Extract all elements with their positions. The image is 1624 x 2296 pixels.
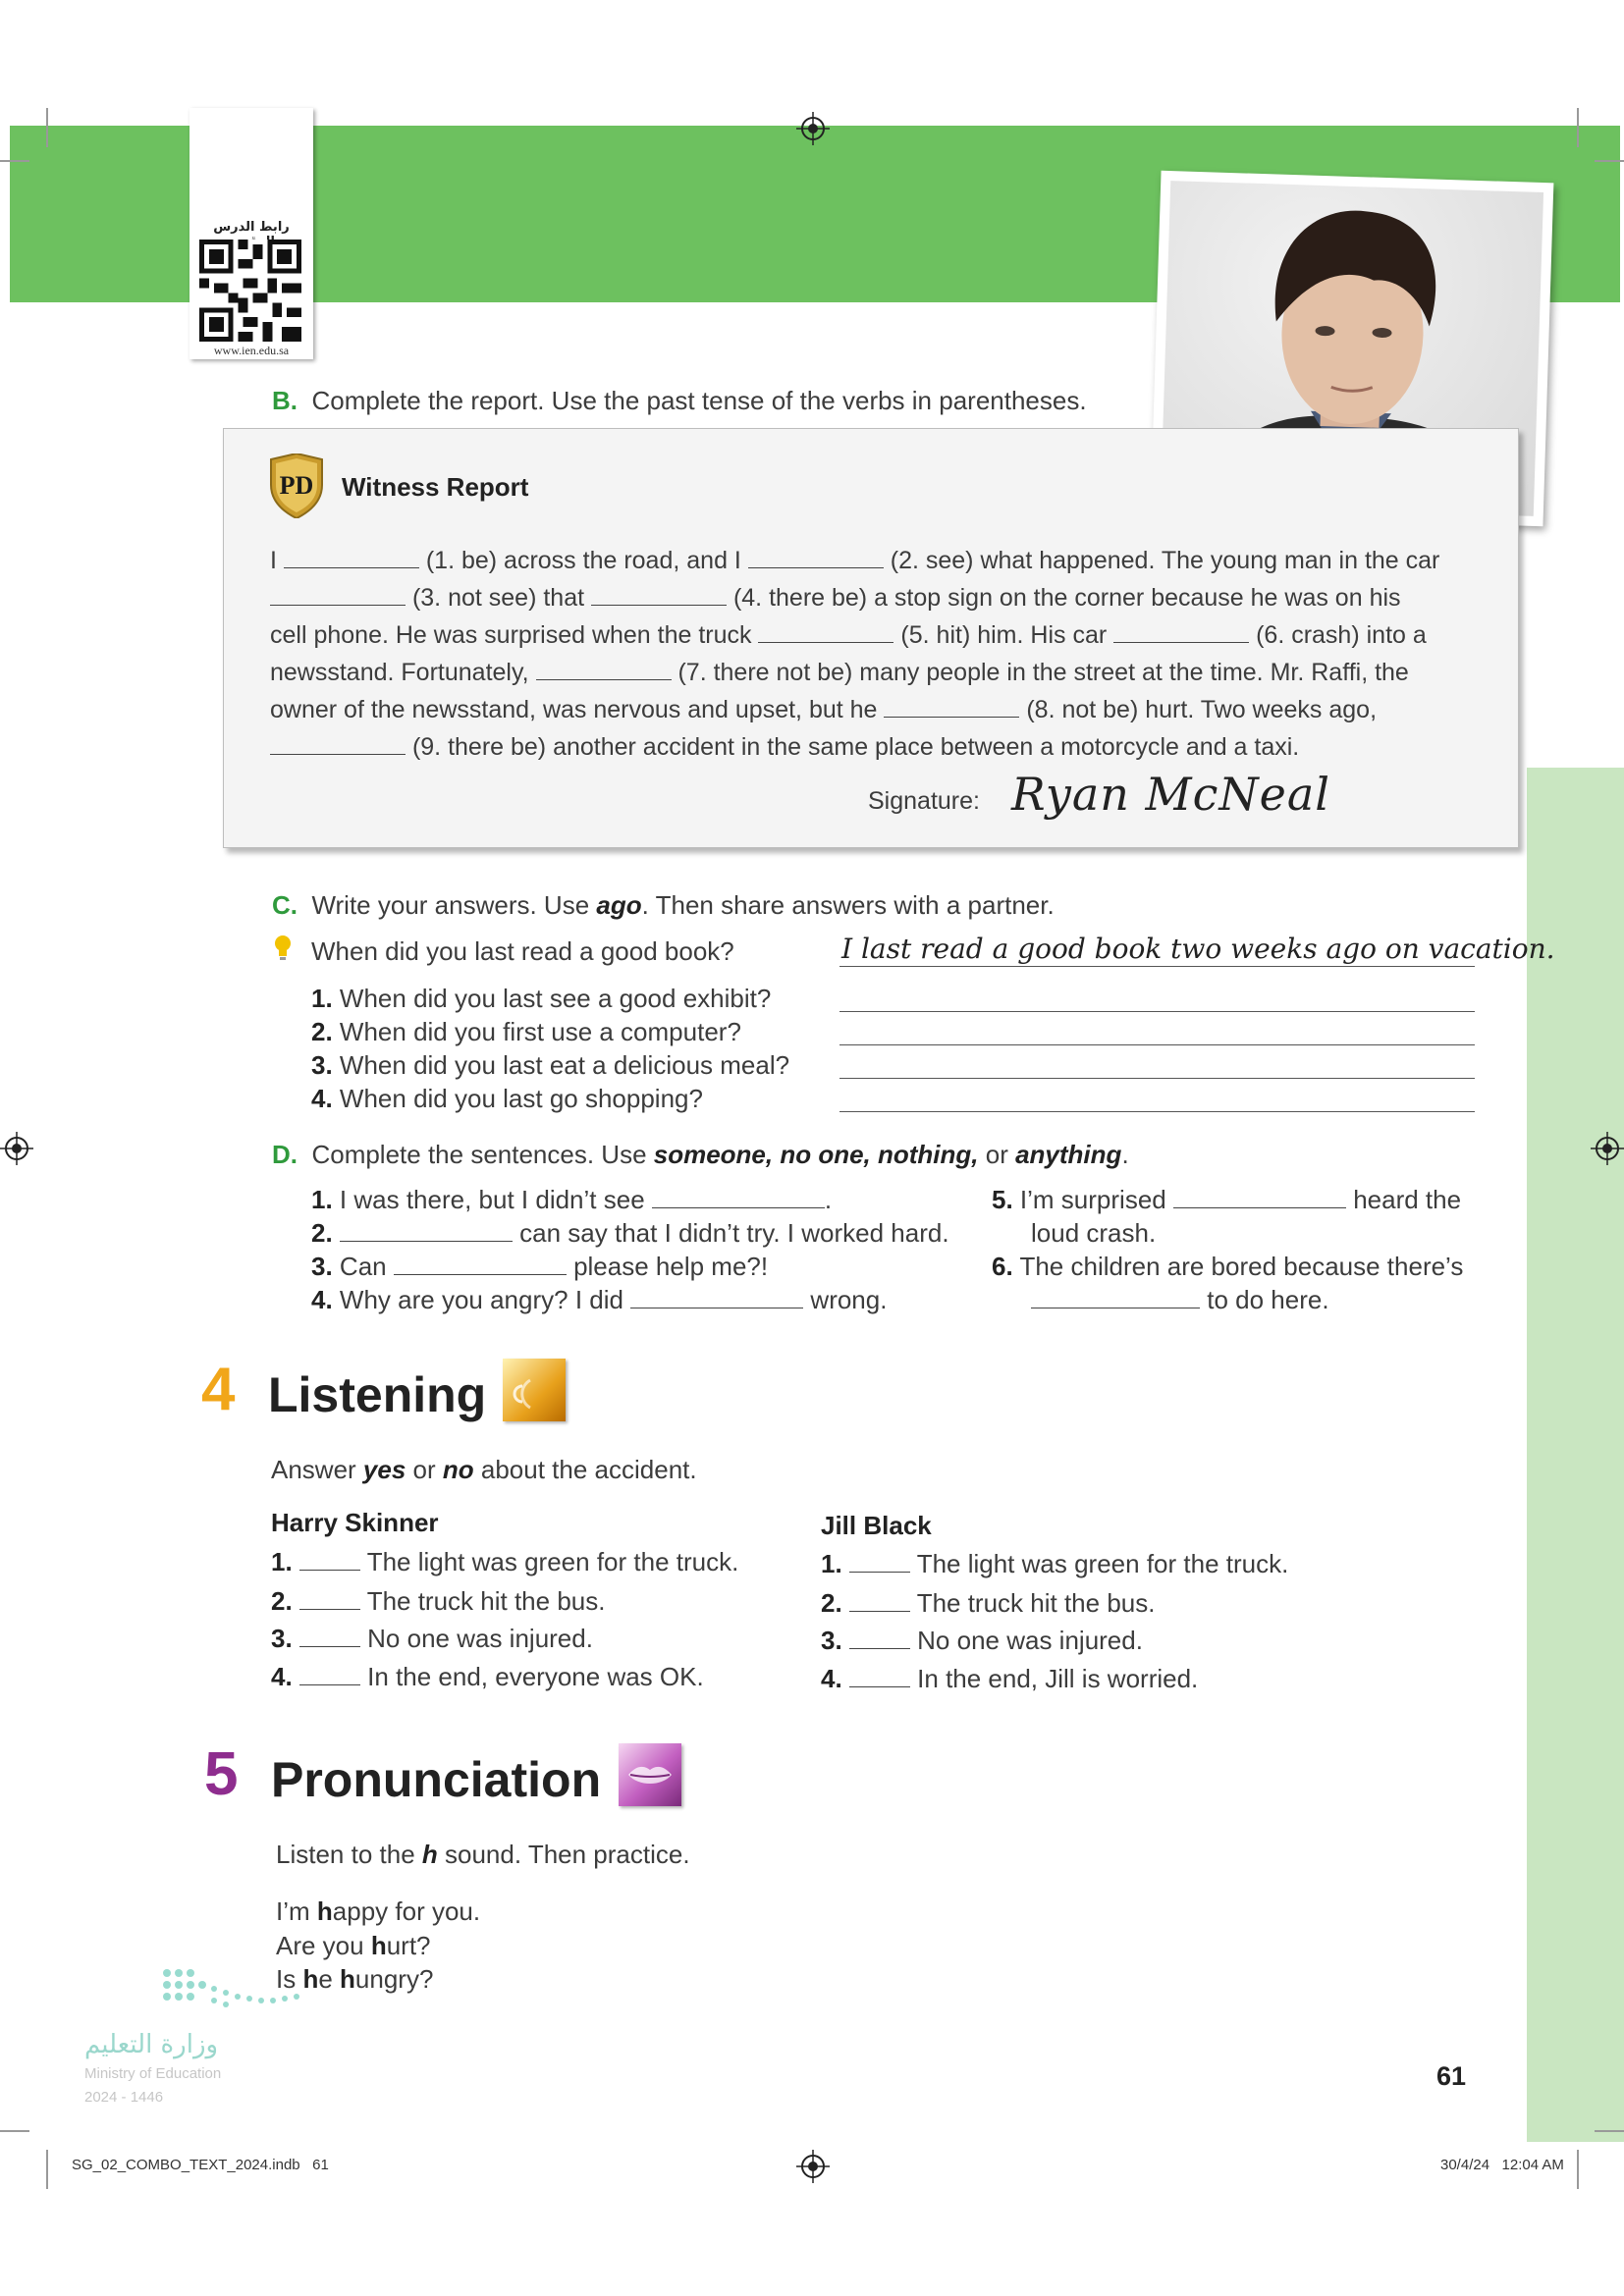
report-line — [270, 547, 1439, 575]
answer-line[interactable] — [839, 1011, 1475, 1012]
report-text: (5. hit) him. His car — [893, 621, 1114, 649]
answer-line[interactable] — [839, 1111, 1475, 1112]
listening-row — [821, 1664, 1198, 1694]
sentence-text: wrong. — [803, 1285, 888, 1314]
sentence-row — [992, 1185, 1461, 1215]
sentence-text: loud crash. — [1031, 1218, 1157, 1248]
section-c-keyword: ago — [596, 890, 642, 920]
report-text: (2. see) what happened. The young man in the car — [883, 547, 1440, 574]
audio-waves-icon — [503, 1359, 566, 1421]
report-blank[interactable] — [536, 660, 672, 680]
listening-row — [271, 1624, 593, 1654]
section-b-instruction — [272, 386, 1087, 416]
ministry-logo-dots-icon — [157, 1963, 324, 2012]
ministry-year: 2024 - 1446 — [84, 2089, 164, 2106]
listening-row — [271, 1586, 605, 1617]
sentence-number: 3. — [311, 1252, 333, 1281]
report-text: (4. there be) a stop sign on the corner because he was on his — [727, 584, 1401, 612]
listening-statement: The light was green for the truck. — [366, 1547, 739, 1576]
report-line — [270, 621, 1427, 650]
report-text: (8. not be) hurt. Two weeks ago, — [1019, 696, 1378, 723]
report-text: owner of the newsstand, was nervous and upset, but he — [270, 696, 885, 723]
sentence-number: 2. — [311, 1218, 333, 1248]
pronunciation-text: Are you — [276, 1931, 371, 1960]
section-4-title: Listening — [268, 1367, 487, 1422]
pronunciation-text: ungry? — [354, 1964, 434, 1994]
yes-no-blank[interactable] — [299, 1665, 360, 1685]
badge-text: PD — [279, 471, 314, 500]
question-text: When did you last see a good exhibit? — [339, 984, 772, 1013]
registration-mark-icon — [1591, 1132, 1624, 1165]
crop-mark — [1577, 108, 1579, 147]
sentence-text: I was there, but I didn’t see — [339, 1185, 652, 1214]
question-text: When did you last go shopping? — [339, 1084, 703, 1113]
sentence-row — [311, 1218, 949, 1249]
harry-skinner-heading: Harry Skinner — [271, 1508, 439, 1537]
section-5-number: 5 — [204, 1740, 239, 1808]
jill-black-heading: Jill Black — [821, 1511, 932, 1540]
section-c-instruction — [272, 890, 1055, 921]
h-keyword: h — [421, 1840, 438, 1869]
crop-mark — [1595, 2130, 1624, 2132]
report-text: cell phone. He was surprised when the truck — [270, 621, 759, 649]
section-5-instruction — [276, 1840, 690, 1870]
listening-row — [271, 1547, 738, 1577]
mouth-icon — [619, 1743, 681, 1806]
h-sound: h — [340, 1964, 355, 1994]
listening-statement: The light was green for the truck. — [916, 1549, 1289, 1578]
sentence-text: . — [824, 1185, 833, 1214]
no-keyword: no — [442, 1455, 474, 1484]
yes-no-blank[interactable] — [299, 1550, 360, 1571]
pronunciation-text: urt? — [386, 1931, 431, 1960]
question-text: When did you first use a computer? — [339, 1017, 741, 1046]
qr-label: رابط الدرس — [213, 220, 290, 235]
question-text: When did you last eat a delicious meal? — [339, 1050, 790, 1080]
page-number: 61 — [1436, 2061, 1467, 2091]
yes-no-blank[interactable] — [299, 1627, 360, 1647]
section-d-instruction — [272, 1140, 1129, 1170]
report-line — [270, 584, 1401, 613]
section-d-letter: D. — [272, 1140, 298, 1169]
report-title: Witness Report — [342, 472, 529, 502]
footer-file: SG_02_COMBO_TEXT_2024.indb 61 — [72, 2157, 329, 2173]
sentence-row-continued — [1031, 1218, 1156, 1249]
pronunciation-line — [276, 1896, 480, 1927]
sentence-blank[interactable] — [630, 1288, 803, 1308]
report-text: I — [270, 547, 284, 574]
listening-number: 4. — [271, 1662, 293, 1691]
question-number: 2. — [311, 1017, 333, 1046]
report-text: (3. not see) that — [406, 584, 591, 612]
listening-statement: In the end, everyone was OK. — [367, 1662, 704, 1691]
side-band — [1527, 768, 1624, 2142]
ministry-arabic: وزارة التعليم — [84, 2030, 219, 2059]
sentence-number: 6. — [992, 1252, 1013, 1281]
h-sound: h — [370, 1931, 387, 1960]
section-c-text: Write your answers. Use — [311, 890, 597, 920]
question-row — [311, 1050, 789, 1081]
section-c-text-end: . Then share answers with a partner. — [641, 890, 1055, 920]
sentence-number: 4. — [311, 1285, 333, 1314]
report-blank[interactable] — [884, 697, 1019, 718]
sentence-number: 5. — [992, 1185, 1013, 1214]
pronunciation-text: I’m — [276, 1896, 317, 1926]
pronunciation-line — [276, 1931, 431, 1961]
listening-number: 1. — [821, 1549, 842, 1578]
answer-line[interactable] — [839, 1044, 1475, 1045]
pronunciation-text: Is — [276, 1964, 303, 1994]
crop-mark — [1595, 160, 1624, 162]
signature-label: Signature: — [868, 787, 980, 815]
section-d-text: Complete the sentences. Use — [311, 1140, 654, 1169]
section-4-text-end: about the accident. — [473, 1455, 697, 1484]
report-text: newsstand. Fortunately, — [270, 659, 536, 686]
report-text: (6. crash) into a — [1249, 621, 1427, 649]
yes-no-blank[interactable] — [849, 1552, 910, 1573]
section-d-keywords: someone, no one, nothing, — [653, 1140, 979, 1169]
signature: Ryan McNeal — [1011, 768, 1330, 821]
question-row — [311, 984, 771, 1014]
section-5-text: Listen to the — [276, 1840, 422, 1869]
question-number: 3. — [311, 1050, 333, 1080]
qr-card[interactable] — [189, 108, 313, 359]
qr-code-icon — [199, 240, 301, 342]
report-text: (7. there not be) many people in the street at the time. Mr. Raffi, the — [671, 659, 1409, 686]
footer-date: 30/4/24 12:04 AM — [1440, 2157, 1564, 2173]
listening-statement: The truck hit the bus. — [366, 1586, 606, 1616]
lips-icon[interactable] — [619, 1743, 681, 1806]
registration-mark-icon — [796, 112, 830, 145]
h-sound: h — [316, 1896, 333, 1926]
listening-number: 3. — [821, 1626, 842, 1655]
yes-no-blank[interactable] — [849, 1667, 910, 1687]
section-5-title: Pronunciation — [271, 1752, 602, 1807]
question-number: 4. — [311, 1084, 333, 1113]
audio-icon[interactable] — [503, 1359, 566, 1421]
h-sound: h — [302, 1964, 319, 1994]
report-blank[interactable] — [270, 585, 406, 606]
section-4-number: 4 — [201, 1356, 236, 1423]
listening-number: 4. — [821, 1664, 842, 1693]
listening-row — [821, 1588, 1155, 1619]
registration-mark-icon — [0, 1132, 33, 1165]
sentence-blank[interactable] — [340, 1221, 513, 1242]
yes-no-blank[interactable] — [849, 1629, 910, 1649]
report-blank[interactable] — [748, 548, 884, 568]
report-line — [270, 696, 1377, 724]
crop-mark — [1577, 2150, 1579, 2189]
sentence-text: Can — [339, 1252, 394, 1281]
sentence-text: can say that I didn’t try. I worked hard. — [512, 1218, 949, 1248]
sentence-row — [311, 1185, 832, 1215]
section-d-text-mid: or — [978, 1140, 1016, 1169]
sentence-blank[interactable] — [394, 1255, 567, 1275]
crop-mark — [0, 160, 29, 162]
listening-row — [271, 1662, 704, 1692]
listening-statement: No one was injured. — [917, 1626, 1143, 1655]
report-blank[interactable] — [758, 622, 893, 643]
listening-number: 2. — [821, 1588, 842, 1618]
report-blank[interactable] — [284, 548, 419, 568]
section-c-letter: C. — [272, 890, 298, 920]
sentence-row — [992, 1252, 1463, 1282]
report-text: (9. there be) another accident in the same place between a motorcycle and a taxi. — [406, 733, 1300, 761]
section-d-keyword-last: anything — [1015, 1140, 1122, 1169]
section-d-text-end: . — [1121, 1140, 1129, 1169]
sentence-blank[interactable] — [652, 1188, 825, 1208]
report-line — [270, 659, 1409, 687]
yes-keyword: yes — [362, 1455, 406, 1484]
sentence-blank[interactable] — [1031, 1288, 1200, 1308]
crop-mark — [46, 2150, 48, 2189]
question-number: 1. — [311, 984, 333, 1013]
sentence-number: 1. — [311, 1185, 333, 1214]
lightbulb-icon — [273, 934, 293, 962]
report-blank[interactable] — [591, 585, 727, 606]
sentence-text: to do here. — [1200, 1285, 1329, 1314]
registration-mark-icon — [796, 2150, 830, 2183]
listening-number: 2. — [271, 1586, 293, 1616]
section-4-or: or — [406, 1455, 443, 1484]
section-b-letter: B. — [272, 386, 298, 415]
sentence-row — [311, 1252, 768, 1282]
report-blank[interactable] — [1113, 622, 1249, 643]
yes-no-blank[interactable] — [299, 1589, 360, 1610]
listening-statement: In the end, Jill is worried. — [917, 1664, 1199, 1693]
section-5-text-end: sound. Then practice. — [437, 1840, 690, 1869]
pronunciation-text: e — [318, 1964, 341, 1994]
report-line — [270, 733, 1299, 762]
qr-url[interactable]: www.ien.edu.sa — [213, 344, 290, 357]
example-answer: I last read a good book two weeks ago on vacation. — [841, 933, 1555, 965]
police-badge-icon — [265, 454, 328, 518]
section-4-text: Answer — [271, 1455, 363, 1484]
question-row — [311, 1084, 703, 1114]
crop-mark — [0, 2130, 29, 2132]
example-answer-line — [839, 966, 1475, 967]
question-row — [311, 1017, 741, 1047]
sentence-text: The children are bored because there’s — [1019, 1252, 1464, 1281]
answer-line[interactable] — [839, 1078, 1475, 1079]
listening-row — [821, 1626, 1143, 1656]
sentence-row — [311, 1285, 887, 1315]
report-text: (1. be) across the road, and I — [418, 547, 748, 574]
listening-statement: The truck hit the bus. — [916, 1588, 1156, 1618]
listening-statement: No one was injured. — [367, 1624, 593, 1653]
listening-number: 3. — [271, 1624, 293, 1653]
report-blank[interactable] — [270, 734, 406, 755]
sentence-text: Why are you angry? I did — [339, 1285, 631, 1314]
crop-mark — [46, 108, 48, 147]
yes-no-blank[interactable] — [849, 1591, 910, 1612]
sentence-text: please help me?! — [566, 1252, 769, 1281]
section-b-text: Complete the report. Use the past tense of the verbs in parentheses. — [311, 386, 1087, 415]
sentence-blank[interactable] — [1173, 1188, 1346, 1208]
example-question: When did you last read a good book? — [311, 936, 734, 966]
sentence-text: I’m surprised — [1019, 1185, 1173, 1214]
listening-number: 1. — [271, 1547, 293, 1576]
pronunciation-text: appy for you. — [332, 1896, 481, 1926]
listening-row — [821, 1549, 1288, 1579]
ministry-english: Ministry of Education — [84, 2065, 222, 2082]
sentence-text: heard the — [1345, 1185, 1462, 1214]
sentence-row-continued — [1031, 1285, 1329, 1315]
section-4-instruction — [271, 1455, 697, 1485]
